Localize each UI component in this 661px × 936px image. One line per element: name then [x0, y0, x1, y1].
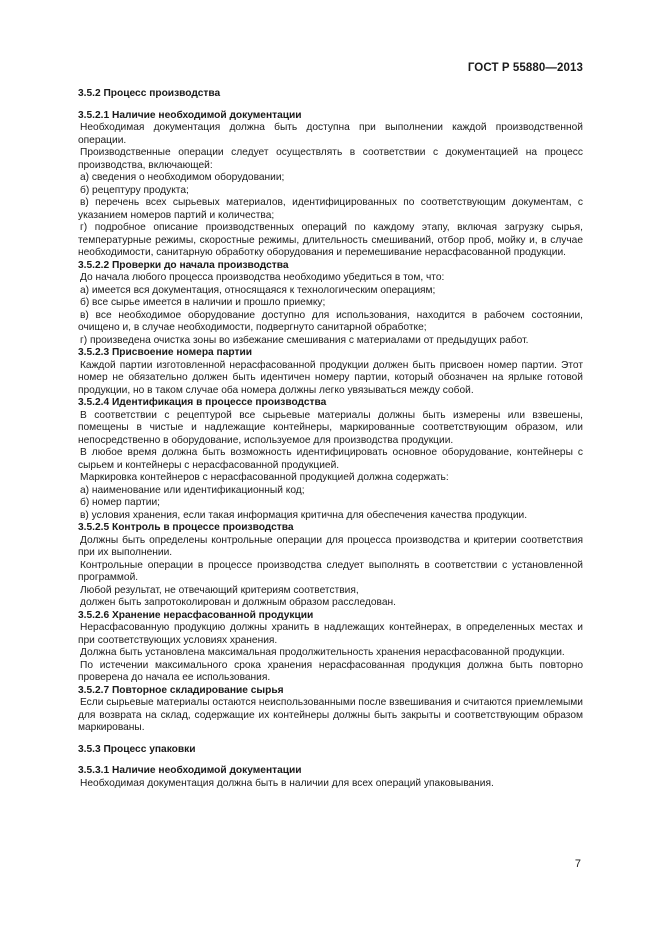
paragraph: Нерасфасованную продукцию должны хранить в надлежащих контейнерах, в определенных местах и при соответствующих условиях хранения. [78, 622, 583, 646]
list-item: г) произведена очистка зоны во избежание смешивания с материалами от предыдущих работ. [80, 334, 529, 346]
paragraph: Маркировка контейнеров с нерасфасованной продукцией должна содержать: [80, 472, 449, 483]
subsection-title-3-5-2-6: 3.5.2.6 Хранение нерасфасованной продукции [78, 609, 314, 621]
subsection-title-3-5-2-3: 3.5.2.3 Присвоение номера партии [78, 347, 252, 358]
paragraph: должен быть запротоколирован и должным образом расследован. [80, 597, 396, 608]
subsection-title-3-5-2-1: 3.5.2.1 Наличие необходимой документации [78, 109, 302, 121]
subsection-title-3-5-2-7: 3.5.2.7 Повторное складирование сырья [78, 684, 284, 696]
paragraph: Необходимая документация должна быть доступна при выполнении каждой производственной операции. [78, 122, 583, 146]
list-item: в) условия хранения, если такая информация критична для обеспечения качества продукции. [80, 509, 528, 521]
paragraph: Должна быть установлена максимальная продолжительность хранения нерасфасованной продукции. [80, 647, 565, 658]
list-item: а) сведения о необходимом оборудовании; [80, 172, 285, 183]
paragraph: По истечении максимального срока хранения нерасфасованная продукция должна быть повторно проверена до начала ее использования. [78, 659, 583, 683]
paragraph: Производственные операции следует осуществлять в соответствии с документацией на процесс производства, включающей: [78, 147, 583, 171]
subsection-title-3-5-2-2: 3.5.2.2 Проверки до начала производства [78, 259, 289, 271]
document-header: ГОСТ Р 55880—2013 [467, 62, 583, 74]
subsection-title-3-5-3-1: 3.5.3.1 Наличие необходимой документации [78, 765, 302, 776]
list-item: б) номер партии; [80, 497, 161, 508]
section-title-3-5-3: 3.5.3 Процесс упаковки [78, 743, 196, 755]
paragraph: Должны быть определены контрольные операции для процесса производства и критерии соответствия при их выполнении. [78, 534, 583, 558]
list-item: а) имеется вся документация, относящаяся к технологическим операциям; [80, 284, 436, 296]
list-item: в) все необходимое оборудование доступно для использования, находится в рабочем состоянии, очищено и, в случае необходимости, подвергнуто санитарной обработке; [78, 309, 583, 333]
paragraph: До начала любого процесса производства необходимо убедиться в том, что: [80, 272, 445, 283]
subsection-title-3-5-2-5: 3.5.2.5 Контроль в процессе производства [78, 522, 294, 533]
list-item: в) перечень всех сырьевых материалов, идентифицированных по соответствующим документам, с указанием номеров партий и количества; [78, 197, 583, 221]
paragraph: В любое время должна быть возможность идентифицировать основное оборудование, контейнеры с сырьем и контейнеры с нерасфасованной продукцией. [78, 447, 583, 471]
list-item: г) подробное описание производственных операций по каждому этапу, включая загрузку сырья, температурные режимы, скоростные режимы, длительность смешиваний, отбор проб, мойку и, в случае необходимости, санитарную обработку оборудования и перемешивание нерасфасованной продукции. [78, 222, 583, 258]
subsection-title-3-5-2-4: 3.5.2.4 Идентификация в процессе производства [78, 397, 327, 408]
paragraph: Необходимая документация должна быть в наличии для всех операций упаковывания. [80, 777, 494, 789]
page-number: 7 [574, 858, 581, 870]
document-body [78, 88, 583, 790]
paragraph: Если сырьевые материалы остаются неиспользованными после взвешивания и считаются приемлемыми для возврата на склад, содержащие их контейнеры должны быть закрыты и соответствующим образом маркированы. [78, 697, 583, 733]
section-title-3-5-2: 3.5.2 Процесс производства [78, 88, 221, 99]
list-item: б) все сырье имеется в наличии и прошло приемку; [80, 297, 326, 308]
paragraph: Каждой партии изготовленной нерасфасованной продукции должен быть присвоен номер партии. Этот номер не обязательно должен быть идентичен номеру партии, который обозначен на ярлыке готовой продукции, но в таком случае оба номера должны легко увязываться между собой. [78, 359, 583, 396]
list-item: а) наименование или идентификационный код; [80, 484, 305, 496]
paragraph: Контрольные операции в процессе производства следует выполнять в соответствии с установленной программой. [78, 559, 583, 583]
list-item: б) рецептуру продукта; [80, 184, 189, 196]
paragraph: В соответствии с рецептурой все сырьевые материалы должны быть измерены или взвешены, помещены в чистые и надлежащие контейнеры, маркированные соответствующим образом, или непосредственно в оборудование, используемое для производства продукции. [78, 409, 583, 446]
paragraph: Любой результат, не отвечающий критериям соответствия, [80, 584, 359, 596]
